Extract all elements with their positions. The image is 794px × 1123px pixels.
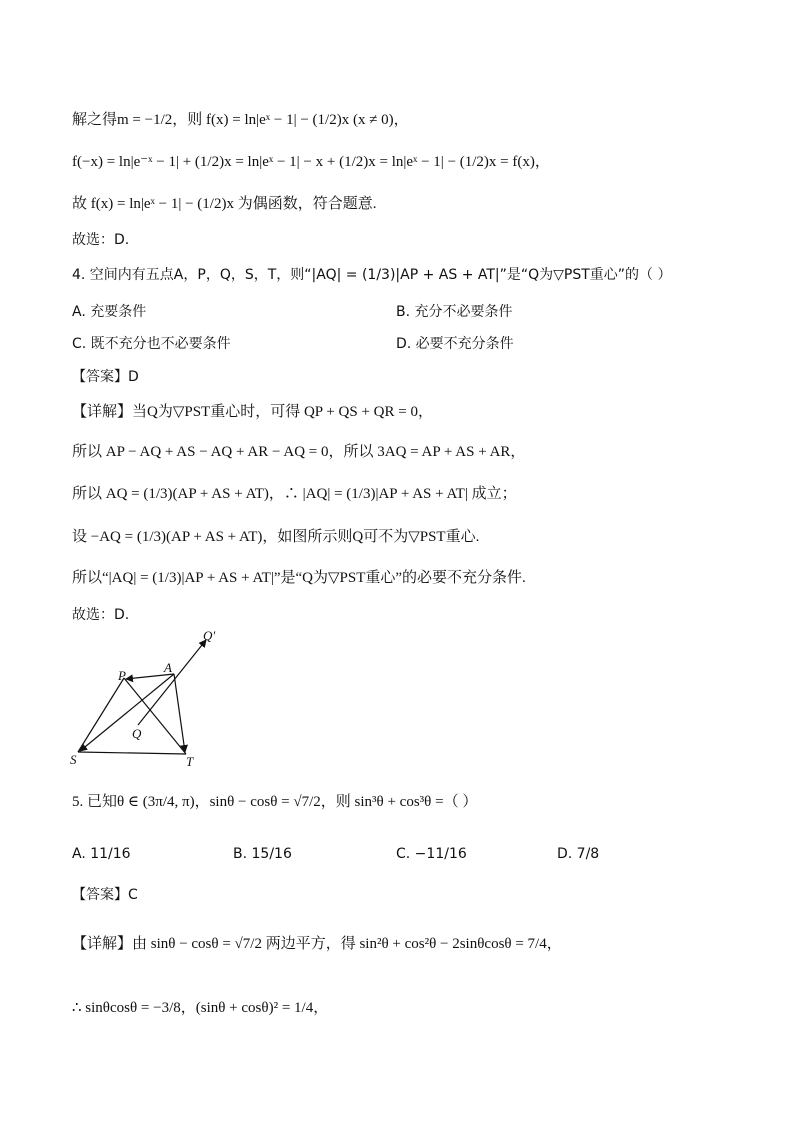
q5-detail-1: 【详解】由 sinθ − cosθ = √7/2 两边平方，得 sin²θ + cos²θ − 2sinθcosθ = 7/4， — [72, 936, 562, 952]
q5-detail-2: ∴ sinθcosθ = −3/8，(sinθ + cosθ)² = 1/4， — [72, 1000, 329, 1016]
q4-answer: 【答案】D — [72, 369, 139, 385]
vector-diagram — [66, 628, 236, 768]
q4-detail-4: 设 −AQ = (1/3)(AP + AS + AT)，如图所示则Q可不为▽PST重心. — [72, 529, 480, 545]
solution-line-3: 故 f(x) = ln|eˣ − 1| − (1/2)x 为偶函数，符合题意. — [72, 196, 377, 212]
q5-option-a: A. 11/16 — [72, 846, 131, 862]
q5-answer: 【答案】C — [72, 887, 138, 903]
vector-a-t — [174, 674, 185, 752]
q4-detail-3: 所以 AQ = (1/3)(AP + AS + AT)，∴ |AQ| = (1/3)|AP + AS + AT| 成立； — [72, 486, 517, 502]
q5-option-b: B. 15/16 — [233, 846, 292, 862]
label-p: P — [118, 668, 126, 683]
vector-q-qprime — [138, 640, 206, 725]
label-s: S — [70, 752, 77, 767]
question-4-stem: 4. 空间内有五点A，P，Q，S，T，则“|AQ| = (1/3)|AP + AS + AT|”是“Q为▽PST重心”的（ ） — [72, 267, 672, 283]
q4-choice-end: 故选：D. — [72, 607, 130, 623]
question-5-stem: 5. 已知θ ∈ (3π/4, π)，sinθ − cosθ = √7/2，则 sin³θ + cos³θ =（ ） — [72, 794, 478, 810]
solution-line-1: 解之得m = −1/2，则 f(x) = ln|eˣ − 1| − (1/2)x (x ≠ 0)， — [72, 112, 409, 128]
label-a: A — [164, 660, 172, 675]
label-t: T — [186, 754, 194, 769]
label-q: Q — [132, 726, 142, 741]
geometry-figure — [66, 628, 236, 768]
q4-option-d: D. 必要不充分条件 — [396, 336, 514, 352]
label-q-prime: Q′ — [203, 628, 216, 643]
solution-line-2: f(−x) = ln|e⁻ˣ − 1| + (1/2)x = ln|eˣ − 1| − x + (1/2)x = ln|eˣ − 1| − (1/2)x = f(x)， — [72, 154, 550, 170]
q5-option-c: C. −11/16 — [396, 846, 467, 862]
answer-choice-line: 故选：D. — [72, 232, 130, 248]
q4-option-b: B. 充分不必要条件 — [396, 304, 513, 320]
segment-s-t — [78, 752, 186, 754]
q4-option-c: C. 既不充分也不必要条件 — [72, 336, 231, 352]
q4-detail-2: 所以 AP − AQ + AS − AQ + AR − AQ = 0，所以 3AQ = AP + AS + AR， — [72, 444, 526, 460]
q4-detail-1: 【详解】当Q为▽PST重心时，可得 QP + QS + QR = 0， — [72, 404, 433, 420]
q4-option-a: A. 充要条件 — [72, 304, 147, 320]
segment-p-s — [78, 678, 124, 752]
vector-a-s — [80, 674, 174, 751]
q4-detail-5: 所以“|AQ| = (1/3)|AP + AS + AT|”是“Q为▽PST重心”的必要不充分条件. — [72, 570, 526, 586]
q5-option-d: D. 7/8 — [557, 846, 600, 862]
